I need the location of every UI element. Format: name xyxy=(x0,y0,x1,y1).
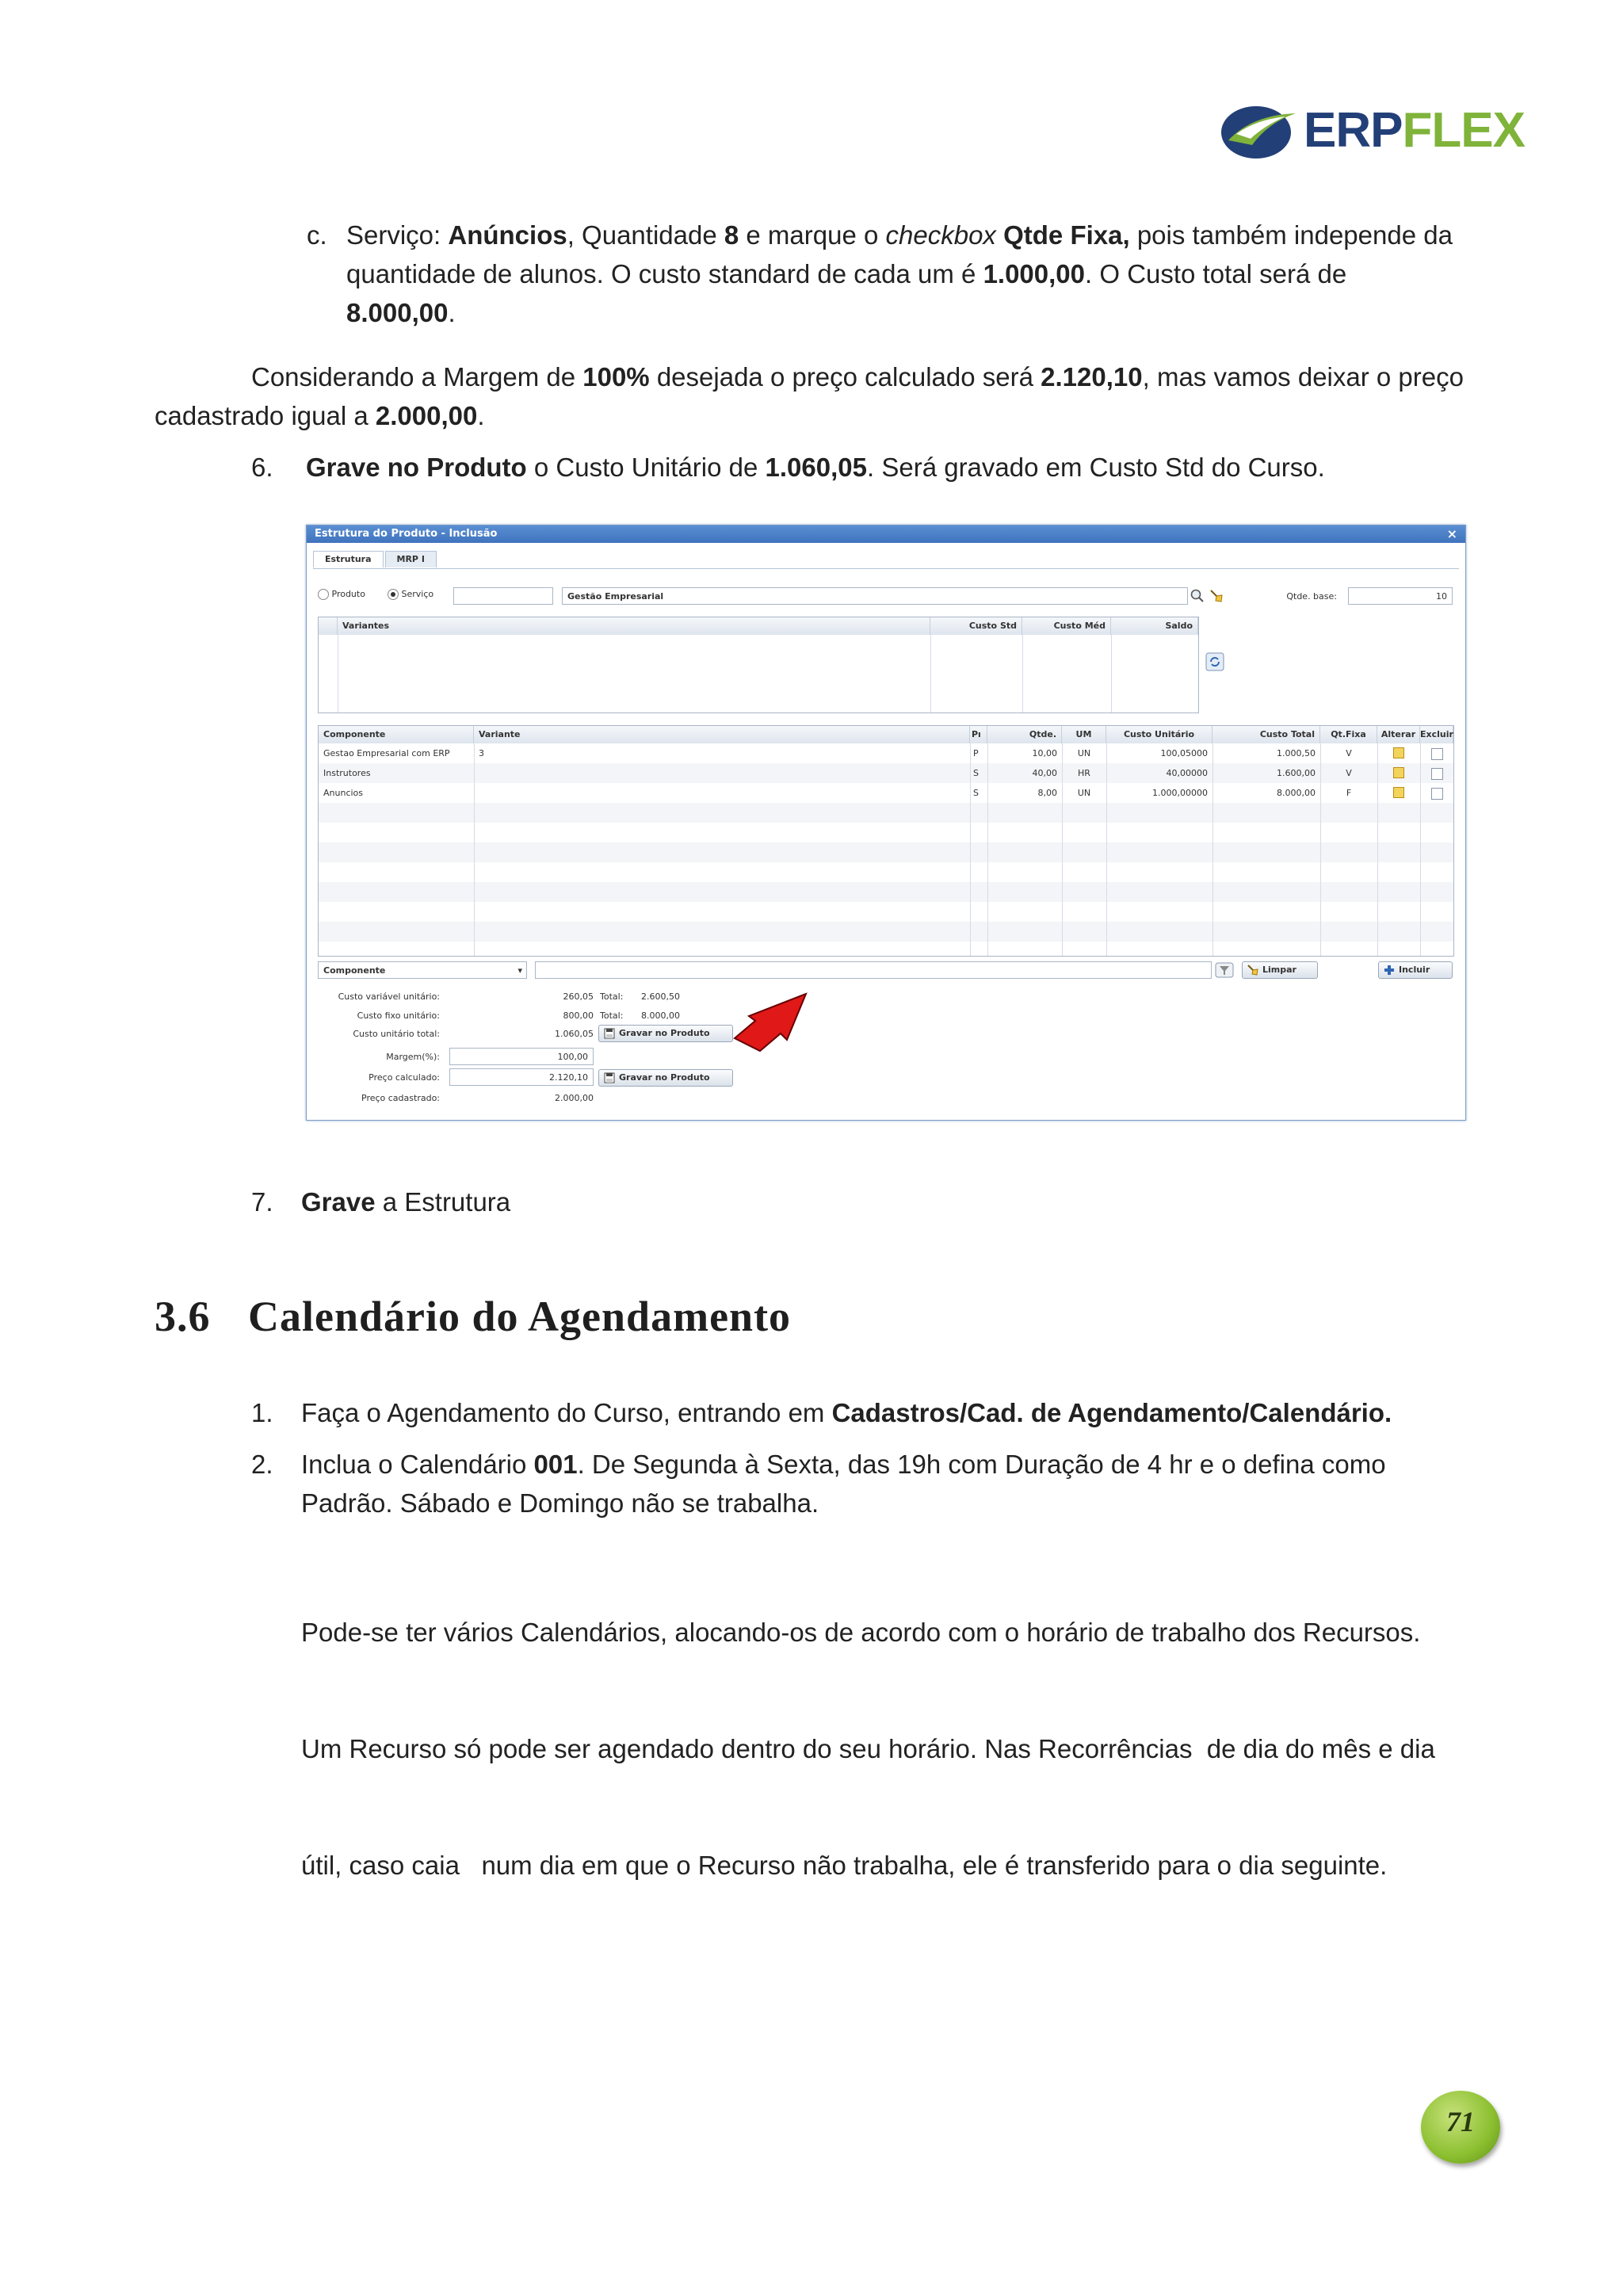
comp-header-alterar: Alterar xyxy=(1377,726,1420,743)
custo-unit-total-value: 1.060,05 xyxy=(555,1029,594,1039)
custo-variavel-value: 260,05 xyxy=(563,991,594,1002)
custo-fixo-label: Custo fixo unitário: xyxy=(357,1010,440,1021)
section-number: 3.6 xyxy=(155,1293,211,1340)
refresh-icon[interactable] xyxy=(1205,652,1224,671)
swoosh-icon xyxy=(1220,99,1300,162)
tab-estrutura[interactable]: Estrutura xyxy=(313,551,384,567)
table-row[interactable]: Instrutores S 40,00 HR 40,00000 1.600,00 V xyxy=(319,763,1453,783)
window-title: Estrutura do Produto - Inclusão xyxy=(315,528,498,540)
radio-servico[interactable]: Serviço xyxy=(388,589,433,600)
total2-value: 8.000,00 xyxy=(641,1010,680,1021)
custo-variavel-label: Custo variável unitário: xyxy=(338,991,440,1002)
comp-header-qtde: Qtde. xyxy=(987,726,1062,743)
comp-header-variante: Variante xyxy=(474,726,970,743)
preco-calculado-label: Preço calculado: xyxy=(369,1072,440,1083)
tab-bar xyxy=(313,551,438,568)
edit-icon[interactable] xyxy=(1377,763,1420,783)
page-number-badge xyxy=(1421,2091,1500,2164)
step-1-text: Faça o Agendamento do Curso, entrando em Cadastros/Cad. de Agendamento/Calendário. xyxy=(301,1398,1392,1427)
window-titlebar xyxy=(307,525,1465,543)
comp-header-custo-total: Custo Total xyxy=(1212,726,1320,743)
delete-checkbox[interactable] xyxy=(1420,743,1453,763)
edit-icon[interactable] xyxy=(1377,743,1420,763)
incluir-button[interactable]: Incluir xyxy=(1378,961,1453,979)
variants-header-custo-med: Custo Méd xyxy=(1022,617,1111,635)
filter-icon[interactable] xyxy=(1215,962,1234,978)
red-arrow-icon xyxy=(731,989,811,1052)
broom-icon xyxy=(1247,965,1258,976)
product-name-input[interactable]: Gestão Empresarial xyxy=(562,587,1188,605)
search-icon[interactable] xyxy=(1190,588,1209,604)
step-1-number: 1. xyxy=(251,1398,273,1427)
clear-broom-icon[interactable] xyxy=(1209,588,1224,604)
custo-fixo-value: 800,00 xyxy=(563,1010,594,1021)
table-row[interactable]: Anuncios S 8,00 UN 1.000,00000 8.000,00 F xyxy=(319,783,1453,803)
delete-checkbox[interactable] xyxy=(1420,763,1453,783)
section-title: Calendário do Agendamento xyxy=(248,1293,792,1340)
variants-header-saldo: Saldo xyxy=(1111,617,1198,635)
plus-icon xyxy=(1384,965,1395,976)
close-icon[interactable]: × xyxy=(1446,526,1457,541)
page-number: 71 xyxy=(1446,2106,1475,2137)
components-grid xyxy=(318,725,1454,957)
margem-input[interactable]: 100,00 xyxy=(449,1048,594,1065)
comp-header-custo-unitario: Custo Unitário xyxy=(1106,726,1212,743)
gravar-no-produto-button[interactable]: Gravar no Produto xyxy=(598,1025,733,1042)
comp-header-qt-fixa: Qt.Fixa xyxy=(1320,726,1377,743)
variants-grid xyxy=(318,617,1199,713)
total1-label: Total: xyxy=(600,991,624,1002)
margin-paragraph: Considerando a Margem de 100% desejada o preço calculado será 2.120,10, mas vamos deixar o preço cadastrado igual a 2.000,00. xyxy=(155,362,1464,430)
erpflex-logo xyxy=(1220,99,1525,162)
comp-header-p: Pı xyxy=(970,726,987,743)
limpar-button[interactable]: Limpar xyxy=(1242,961,1318,979)
margem-label: Margem(%): xyxy=(386,1052,440,1062)
variants-header-custo-std: Custo Std xyxy=(930,617,1022,635)
step-7-text: Grave a Estrutura xyxy=(301,1187,511,1217)
componente-search-input[interactable] xyxy=(535,961,1212,979)
chevron-down-icon: ▾ xyxy=(517,965,522,976)
save-icon xyxy=(604,1028,615,1039)
qtde-base-label: Qtde. base: xyxy=(1286,591,1337,602)
comp-header-excluir: Excluir xyxy=(1420,726,1453,743)
table-row[interactable]: Gestao Empresarial com ERP 3 P 10,00 UN 100,05000 1.000,50 V xyxy=(319,743,1453,763)
product-code-input[interactable] xyxy=(453,587,553,605)
estrutura-produto-window xyxy=(306,525,1466,1121)
comp-header-componente: Componente xyxy=(319,726,474,743)
custo-unit-total-label: Custo unitário total: xyxy=(353,1029,440,1039)
step-6-number: 6. xyxy=(251,453,273,482)
item-c-text: Serviço: Anúncios, Quantidade 8 e marque o checkbox Qtde Fixa, pois também independe da quantidade de alunos. O custo standard de cada um é 1.000,00. O Custo total será de 8.000,00. xyxy=(346,220,1453,327)
variants-header-variantes: Variantes xyxy=(338,617,930,635)
step-7-number: 7. xyxy=(251,1187,273,1217)
radio-produto[interactable]: Produto xyxy=(318,589,365,600)
step-2-text: Inclua o Calendário 001. De Segunda à Sexta, das 19h com Duração de 4 hr e o defina como Padrão. Sábado e Domingo não se trabalha. xyxy=(301,1450,1386,1518)
tab-mrp[interactable]: MRP I xyxy=(385,551,437,567)
preco-cadastrado-label: Preço cadastrado: xyxy=(361,1093,440,1103)
step-2-number: 2. xyxy=(251,1450,273,1479)
componente-select[interactable]: Componente ▾ xyxy=(318,961,527,979)
calendars-paragraph: Pode-se ter vários Calendários, alocando-os de acordo com o horário de trabalho dos Recursos. Um Recurso só pode ser agendado dentro do seu horário. Nas Recorrências de dia do mês e dia útil, caso caia num dia em que o Recurso não trabalha, ele é transferido para o dia seguinte. xyxy=(301,1618,1435,1880)
section-heading xyxy=(155,1292,791,1341)
preco-calculado-input[interactable]: 2.120,10 xyxy=(449,1068,594,1086)
edit-icon[interactable] xyxy=(1377,783,1420,803)
item-c-marker: c. xyxy=(307,220,327,250)
gravar-no-produto-button-2[interactable]: Gravar no Produto xyxy=(598,1069,733,1087)
total1-value: 2.600,50 xyxy=(641,991,680,1002)
delete-checkbox[interactable] xyxy=(1420,783,1453,803)
total2-label: Total: xyxy=(600,1010,624,1021)
logo-text-erp: ERP xyxy=(1304,103,1403,158)
save-icon xyxy=(604,1072,615,1083)
step-6-text: Grave no Produto o Custo Unitário de 1.060,05. Será gravado em Custo Std do Curso. xyxy=(306,453,1325,482)
preco-cadastrado-value: 2.000,00 xyxy=(555,1093,594,1103)
logo-text-flex: FLEX xyxy=(1402,103,1525,158)
qtde-base-input[interactable]: 10 xyxy=(1348,587,1453,605)
comp-header-um: UM xyxy=(1062,726,1106,743)
